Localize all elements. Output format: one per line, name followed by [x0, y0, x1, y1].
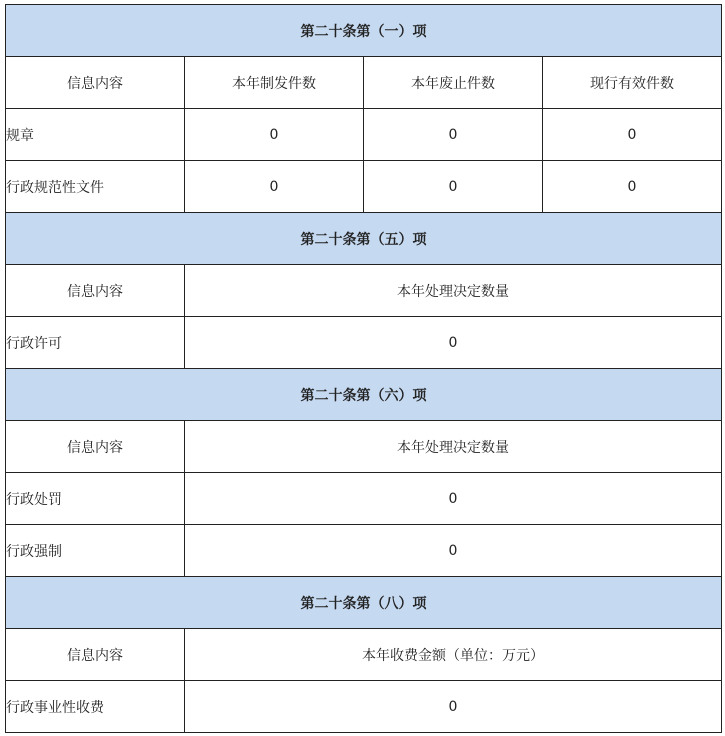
section-title: 第二十条第（一）项 [6, 5, 722, 57]
column-header: 信息内容 [6, 629, 185, 681]
table-row [6, 473, 722, 525]
column-header: 现行有效件数 [543, 57, 722, 109]
row-label: 行政许可 [6, 317, 185, 369]
row-label: 规章 [6, 109, 185, 161]
table-row [6, 317, 722, 369]
column-header: 信息内容 [6, 57, 185, 109]
column-header-row [6, 421, 722, 473]
column-header: 本年收费金额（单位：万元） [185, 629, 722, 681]
cell-value: 0 [364, 109, 543, 161]
cell-value: 0 [185, 473, 722, 525]
row-label: 行政强制 [6, 525, 185, 577]
column-header: 信息内容 [6, 265, 185, 317]
row-label: 行政处罚 [6, 473, 185, 525]
cell-value: 0 [185, 109, 364, 161]
cell-value: 0 [185, 161, 364, 213]
cell-value: 0 [185, 317, 722, 369]
cell-value: 0 [185, 681, 722, 733]
cell-value: 0 [364, 161, 543, 213]
table-row [6, 109, 722, 161]
table-row [6, 161, 722, 213]
column-header: 本年废止件数 [364, 57, 543, 109]
section-header-row [6, 577, 722, 629]
cell-value: 0 [543, 109, 722, 161]
section-header-row [6, 369, 722, 421]
section-header-row [6, 213, 722, 265]
row-label: 行政事业性收费 [6, 681, 185, 733]
row-label: 行政规范性文件 [6, 161, 185, 213]
table-row [6, 681, 722, 733]
column-header: 本年处理决定数量 [185, 421, 722, 473]
section-title: 第二十条第（八）项 [6, 577, 722, 629]
section-title: 第二十条第（五）项 [6, 213, 722, 265]
table-row [6, 525, 722, 577]
cell-value: 0 [185, 525, 722, 577]
column-header-row [6, 265, 722, 317]
section-header-row [6, 5, 722, 57]
cell-value: 0 [543, 161, 722, 213]
column-header-row [6, 629, 722, 681]
column-header: 本年制发件数 [185, 57, 364, 109]
column-header-row [6, 57, 722, 109]
column-header: 本年处理决定数量 [185, 265, 722, 317]
disclosure-table [5, 4, 722, 733]
section-title: 第二十条第（六）项 [6, 369, 722, 421]
column-header: 信息内容 [6, 421, 185, 473]
